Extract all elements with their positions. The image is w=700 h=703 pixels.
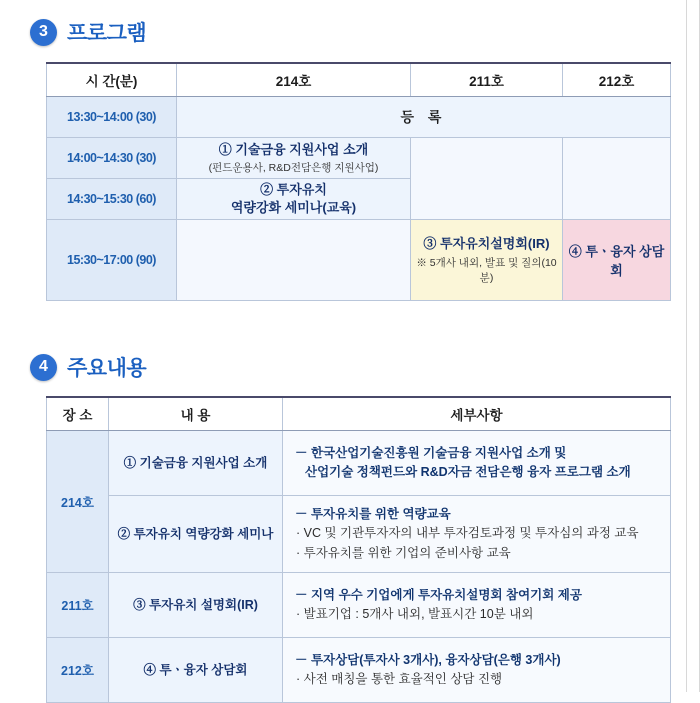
session-subtitle: (펀드운용사, R&D전담은행 지원사업) bbox=[208, 161, 379, 174]
column-header-room-214: 214호 bbox=[177, 63, 411, 97]
section-title: 주요내용 bbox=[67, 357, 147, 380]
column-header-place: 장 소 bbox=[47, 397, 109, 431]
registration-cell: 등 록 bbox=[177, 97, 671, 138]
section-number-badge: 3 bbox=[30, 19, 57, 46]
detail-cell bbox=[283, 431, 671, 496]
detail-cell bbox=[283, 638, 671, 703]
session-title-line2: 역량강화 세미나(교육) bbox=[230, 200, 357, 215]
table-header-row bbox=[47, 397, 671, 431]
empty-cell-211 bbox=[411, 138, 563, 220]
topic-cell: ① 기술금융 지원사업 소개 bbox=[109, 431, 283, 496]
session-title: ③ 투자유치설명회(IR) bbox=[423, 235, 550, 251]
empty-cell-214 bbox=[177, 220, 411, 301]
program-table bbox=[46, 62, 671, 301]
detail-line: － 투자상담(투자사 3개사), 융자상담(은행 3개사) bbox=[295, 652, 561, 667]
topic-cell: ③ 투자유치 설명회(IR) bbox=[109, 573, 283, 638]
detail-line: － 투자유치를 위한 역량교육 bbox=[295, 507, 451, 521]
detail-bullet: · 투자유치를 위한 기업의 준비사항 교육 bbox=[296, 545, 511, 560]
time-cell: 14:00~14:30 (30) bbox=[47, 138, 177, 179]
detail-bullet: · VC 및 기관투자자의 내부 투자검토과정 및 투자심의 과정 교육 bbox=[296, 526, 639, 541]
column-header-room-211: 211호 bbox=[411, 63, 563, 97]
session-title: ① 기술금융 지원사업 소개 bbox=[218, 142, 369, 158]
column-header-topic: 내 용 bbox=[109, 397, 283, 431]
time-cell: 15:30~17:00 (90) bbox=[47, 220, 177, 301]
column-header-room-212: 212호 bbox=[563, 63, 671, 97]
table-row bbox=[47, 496, 671, 573]
table-row bbox=[47, 573, 671, 638]
table-row bbox=[47, 97, 671, 138]
session-cell-consult: ④ 투ㆍ융자 상담회 bbox=[563, 220, 671, 301]
topic-cell: ④ 투ㆍ융자 상담회 bbox=[109, 638, 283, 703]
time-cell: 13:30~14:00 (30) bbox=[47, 97, 177, 138]
session-title: ② 투자유치 bbox=[260, 182, 327, 198]
time-cell: 14:30~15:30 (60) bbox=[47, 179, 177, 220]
topic-cell: ② 투자유치 역량강화 세미나 bbox=[109, 496, 283, 573]
detail-line: － 한국산업기술진흥원 기술금융 지원사업 소개 및 bbox=[295, 445, 567, 460]
section-number-badge: 4 bbox=[30, 354, 57, 381]
section-heading-contents bbox=[30, 352, 146, 382]
empty-cell-212 bbox=[563, 138, 671, 220]
place-cell-211: 211호 bbox=[47, 573, 109, 638]
section-title: 프로그램 bbox=[67, 22, 147, 45]
table-row bbox=[47, 220, 671, 301]
detail-cell bbox=[283, 573, 671, 638]
session-cell-ir bbox=[411, 220, 563, 301]
session-note: ※ 5개사 내외, 발표 및 질의(10분) bbox=[416, 256, 557, 284]
column-header-detail: 세부사항 bbox=[283, 397, 671, 431]
detail-line: － 지역 우수 기업에게 투자유치설명회 참여기회 제공 bbox=[295, 587, 582, 602]
session-cell-intro bbox=[177, 138, 411, 179]
detail-bullet: · 발표기업 : 5개사 내외, 발표시간 10분 내외 bbox=[296, 607, 534, 622]
detail-cell bbox=[283, 496, 671, 573]
place-cell-212: 212호 bbox=[47, 638, 109, 703]
column-header-time: 시 간(분) bbox=[47, 63, 177, 97]
page-edge-rule-left bbox=[686, 0, 687, 692]
section-heading-program bbox=[30, 17, 146, 47]
place-cell-214: 214호 bbox=[47, 431, 109, 573]
table-header-row bbox=[47, 63, 671, 97]
table-row bbox=[47, 431, 671, 496]
table-row bbox=[47, 638, 671, 703]
detail-line: 산업기술 정책펀드와 R&D자금 전담은행 융자 프로그램 소개 bbox=[305, 465, 631, 479]
session-cell-seminar bbox=[177, 179, 411, 220]
contents-table bbox=[46, 396, 671, 703]
detail-bullet: · 사전 매칭을 통한 효율적인 상담 진행 bbox=[296, 672, 503, 687]
table-row bbox=[47, 138, 671, 179]
